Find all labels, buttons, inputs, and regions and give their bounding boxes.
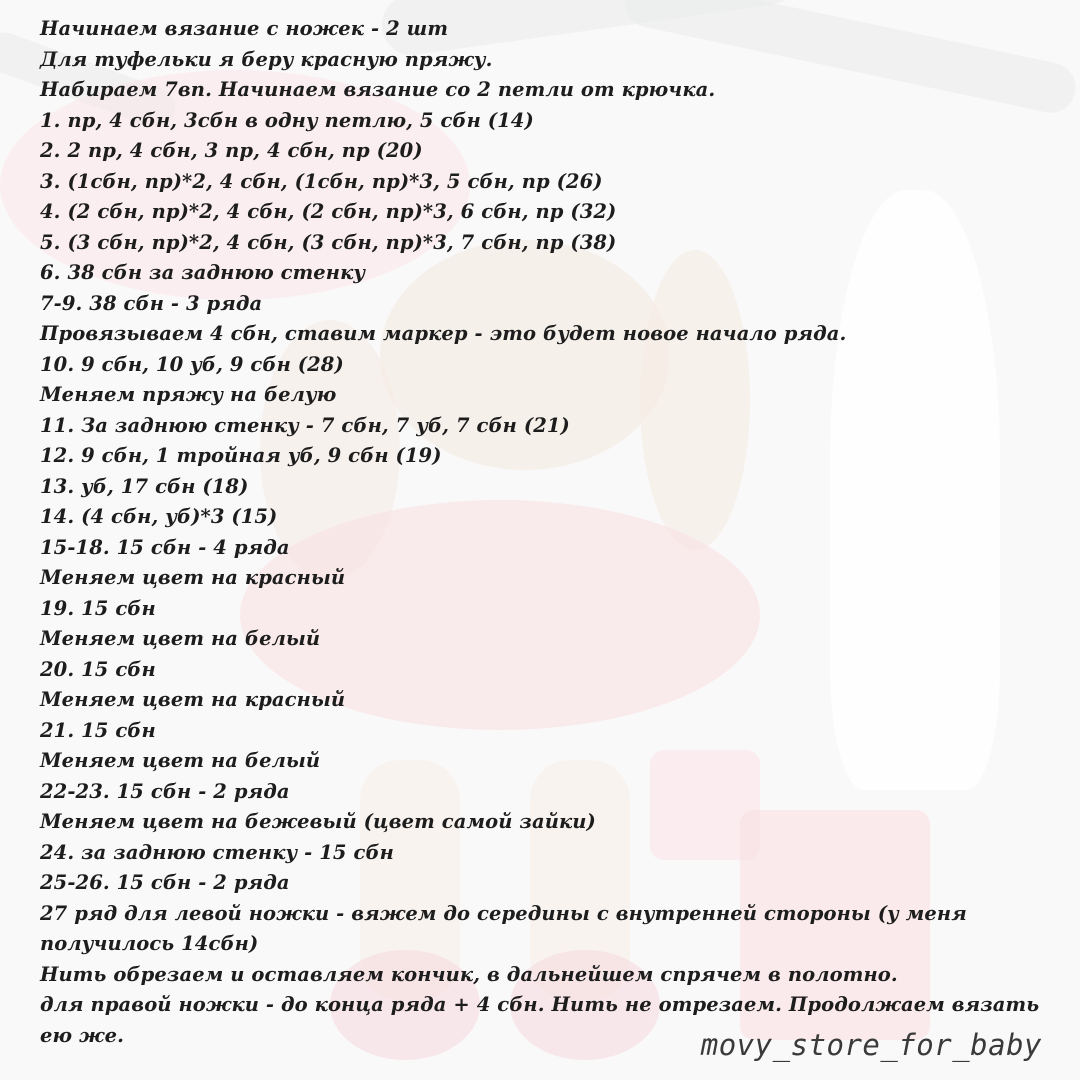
instruction-line: Провязываем 4 сбн, ставим маркер - это будет новое начало ряда. [40,322,847,345]
instruction-line: Меняем цвет на красный [40,566,346,589]
instruction-line: 25-26. 15 сбн - 2 ряда [40,871,290,894]
instruction-line: 1. пр, 4 сбн, 3сбн в одну петлю, 5 сбн (14) [40,108,534,132]
instruction-line: Меняем пряжу на белую [40,383,337,406]
instruction-line: 20. 15 сбн [40,657,156,681]
instruction-line: 10. 9 сбн, 10 уб, 9 сбн (28) [40,352,344,376]
instruction-line: 14. (4 сбн, уб)*3 (15) [40,505,278,528]
instruction-line: Меняем цвет на бежевый (цвет самой зайки) [40,810,596,833]
instruction-line: 4. (2 сбн, пр)*2, 4 сбн, (2 сбн, пр)*3, 6 сбн, пр (32) [40,200,617,223]
instruction-line: 11. За заднюю стенку - 7 сбн, 7 уб, 7 сбн (21) [40,413,570,437]
instruction-line: Набираем 7вп. Начинаем вязание со 2 петли от крючка. [40,78,716,101]
instruction-line: 5. (3 сбн, пр)*2, 4 сбн, (3 сбн, пр)*3, 7 сбн, пр (38) [40,230,617,254]
instruction-line: 7-9. 38 сбн - 3 ряда [40,291,263,315]
instruction-line: 15-18. 15 сбн - 4 ряда [40,535,290,559]
watermark: movy_store_for_baby [700,1028,1042,1062]
instruction-line: Меняем цвет на белый [40,749,321,772]
instruction-line: 12. 9 сбн, 1 тройная уб, 9 сбн (19) [40,444,442,467]
instruction-line: Меняем цвет на белый [40,627,321,650]
instruction-line: 22-23. 15 сбн - 2 ряда [40,779,290,803]
instruction-line: Для туфельки я беру красную пряжу. [40,47,493,71]
instruction-line: 2. 2 пр, 4 сбн, 3 пр, 4 сбн, пр (20) [40,139,423,162]
pattern-instructions [40,14,1050,1051]
instruction-line: 13. уб, 17 сбн (18) [40,474,249,498]
instruction-line: получилось 14сбн) [40,932,259,955]
instruction-line: ею же. [40,1023,124,1047]
instruction-line: для правой ножки - до конца ряда + 4 сбн. Нить не отрезаем. Продолжаем вязать [40,993,1040,1016]
instruction-line: 24. за заднюю стенку - 15 сбн [40,840,394,864]
instruction-line: Нить обрезаем и оставляем кончик, в дальнейшем спрячем в полотно. [40,962,898,986]
instruction-line: 19. 15 сбн [40,596,156,620]
instruction-line: Начинаем вязание с ножек - 2 шт [40,17,449,40]
instruction-line: 21. 15 сбн [40,718,156,742]
instruction-line: 3. (1сбн, пр)*2, 4 сбн, (1сбн, пр)*3, 5 сбн, пр (26) [40,169,603,193]
instruction-line: 6. 38 сбн за заднюю стенку [40,261,366,284]
instruction-line: Меняем цвет на красный [40,688,346,711]
instruction-line: 27 ряд для левой ножки - вяжем до середины с внутренней стороны (у меня [40,901,967,925]
